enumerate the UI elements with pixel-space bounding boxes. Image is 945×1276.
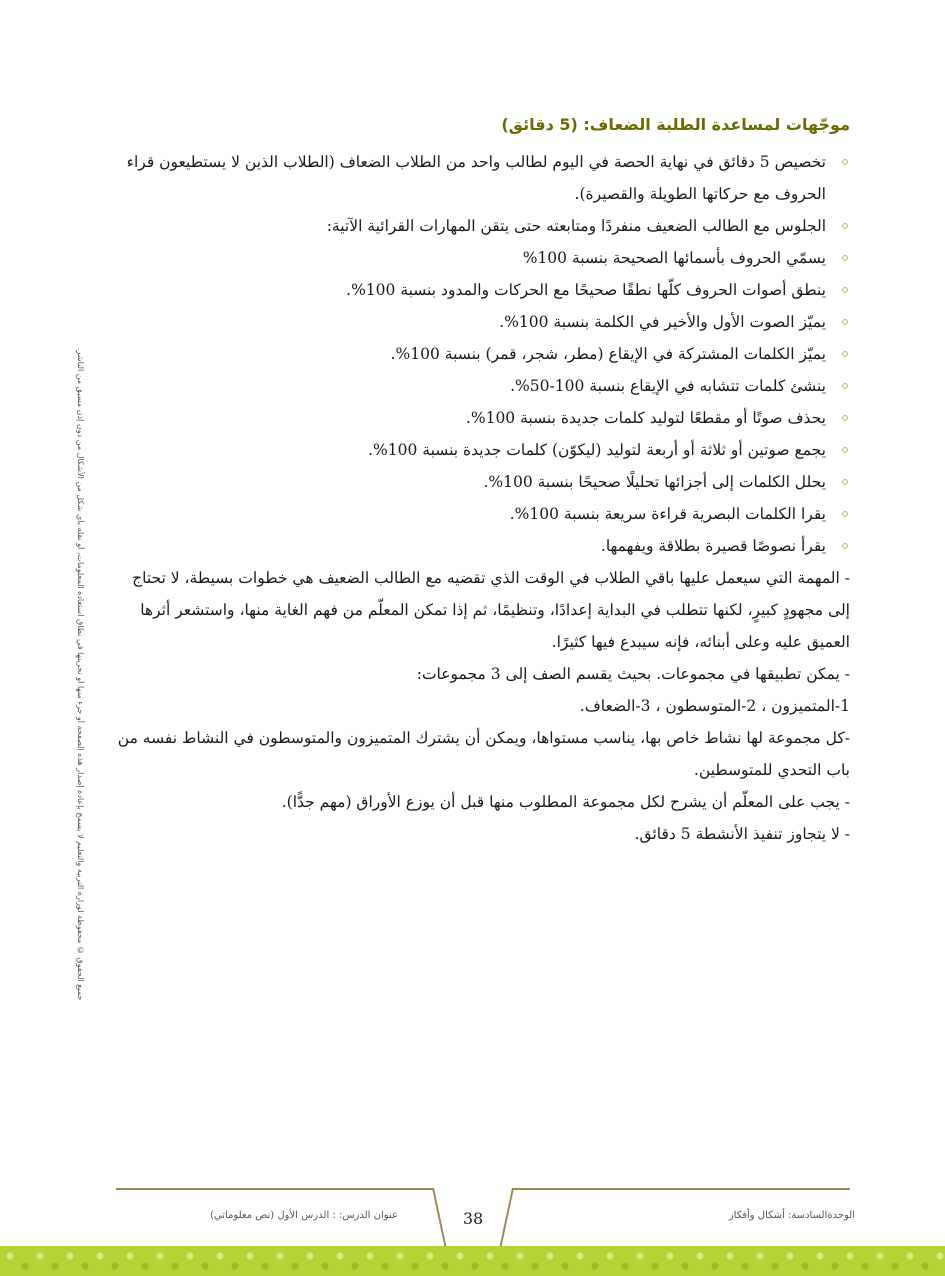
list-item: يسمّي الحروف بأسمائها الصحيحة بنسبة 100% — [116, 242, 850, 274]
circle-bullet-icon — [842, 415, 848, 421]
circle-bullet-icon — [842, 383, 848, 389]
copyright-note: جميع الحقوق © محفوظة لوزارة التربية والتعليم لا يسمح بإعادة إصدار هذه الصفحة أو جزء منها أو تخزينها في نطاق استعادة المعلومات، أو نقله بأي شكل من الأشكال من دون إذن مسبق من الناشر. — [76, 347, 85, 1000]
circle-bullet-icon — [842, 511, 848, 517]
footer-unit-title: الوحدةالسادسة: أشكال وأفكار — [728, 1210, 855, 1221]
list-item: يميّز الصوت الأول والأخير في الكلمة بنسبة 100%. — [116, 306, 850, 338]
section-heading: موجّهات لمساعدة الطلبة الضعاف: (5 دقائق) — [501, 115, 850, 134]
paragraph-time-limit: - لا يتجاوز تنفيذ الأنشطة 5 دقائق. — [634, 825, 850, 843]
circle-bullet-icon — [842, 287, 848, 293]
circle-bullet-icon — [842, 447, 848, 453]
page-number: 38 — [462, 1209, 484, 1228]
circle-bullet-icon — [842, 159, 848, 165]
list-item: يقرأ نصوصًا قصيرة بطلاقة ويفهمها. — [116, 530, 850, 562]
paragraph-groups: - يمكن تطبيقها في مجموعات. بحيث يقسم الصف إلى 3 مجموعات: — [416, 665, 850, 683]
footer-divider-left — [116, 1188, 434, 1190]
list-item: ينشئ كلمات تتشابه في الإيقاع بنسبة 100-50%. — [116, 370, 850, 402]
paragraph-group-list: 1-المتميزون ، 2-المتوسطون ، 3-الضعاف. — [579, 697, 850, 715]
paragraph-explain: - يجب على المعلّم أن يشرح لكل مجموعة المطلوب منها قبل أن يوزع الأوراق (مهم جدًّا). — [281, 793, 850, 811]
list-item: يقرا الكلمات البصرية قراءة سريعة بنسبة 100%. — [116, 498, 850, 530]
circle-bullet-icon — [842, 223, 848, 229]
list-item: تخصيص 5 دقائق في نهاية الحصة في اليوم لطالب واحد من الطلاب الضعاف (الطلاب الذين لا يستطيعون قراء الحروف مع حركاتها الطويلة والقصيرة). — [116, 146, 850, 210]
list-item: ينطق أصوات الحروف كلّها نطقًا صحيحًا مع الحركات والمدود بنسبة 100%. — [116, 274, 850, 306]
footer-divider-right — [512, 1188, 850, 1190]
list-item: يحلل الكلمات إلى أجزائها تحليلًا صحيحًا بنسبة 100%. — [116, 466, 850, 498]
list-item: يحذف صوتًا أو مقطعًا لتوليد كلمات جديدة بنسبة 100%. — [116, 402, 850, 434]
page-content — [116, 108, 850, 850]
list-item: الجلوس مع الطالب الضعيف منفردًا ومتابعته حتى يتقن المهارات القرائية الآتية: — [116, 210, 850, 242]
circle-bullet-icon — [842, 351, 848, 357]
circle-bullet-icon — [842, 543, 848, 549]
circle-bullet-icon — [842, 255, 848, 261]
paragraph-activity: -كل مجموعة لها نشاط خاص بها، يناسب مستواها، ويمكن أن يشترك المتميزون والمتوسطون في النشاط نفسه من باب التحدي للمتوسطين. — [117, 729, 850, 779]
bullet-list — [116, 146, 850, 562]
paragraph-task: - المهمة التي سيعمل عليها باقي الطلاب في الوقت الذي تقضيه مع الطالب الضعيف هي خطوات بسيطة، لا تحتاج إلى مجهودٍ كبيرٍ، لكنها تتطلب في البداية إعدادًا، وتنظيمًا، ثم إذا تمكن المعلّم من فهم الغاية منها، واستشعر أثرها العميق عليه وعلى أبنائه، فإنه سيبدع فيها كثيرًا. — [132, 569, 850, 651]
footer-lesson-title: عنوان الدرس: : الدرس الأول (نص معلوماتي) — [210, 1210, 398, 1221]
decorative-bottom-strip — [0, 1246, 945, 1276]
circle-bullet-icon — [842, 479, 848, 485]
circle-bullet-icon — [842, 319, 848, 325]
list-item: يجمع صوتين أو ثلاثة أو أربعة لتوليد (ليكوّن) كلمات جديدة بنسبة 100%. — [116, 434, 850, 466]
list-item: يميّز الكلمات المشتركة في الإيقاع (مطر، شجر، قمر) بنسبة 100%. — [116, 338, 850, 370]
